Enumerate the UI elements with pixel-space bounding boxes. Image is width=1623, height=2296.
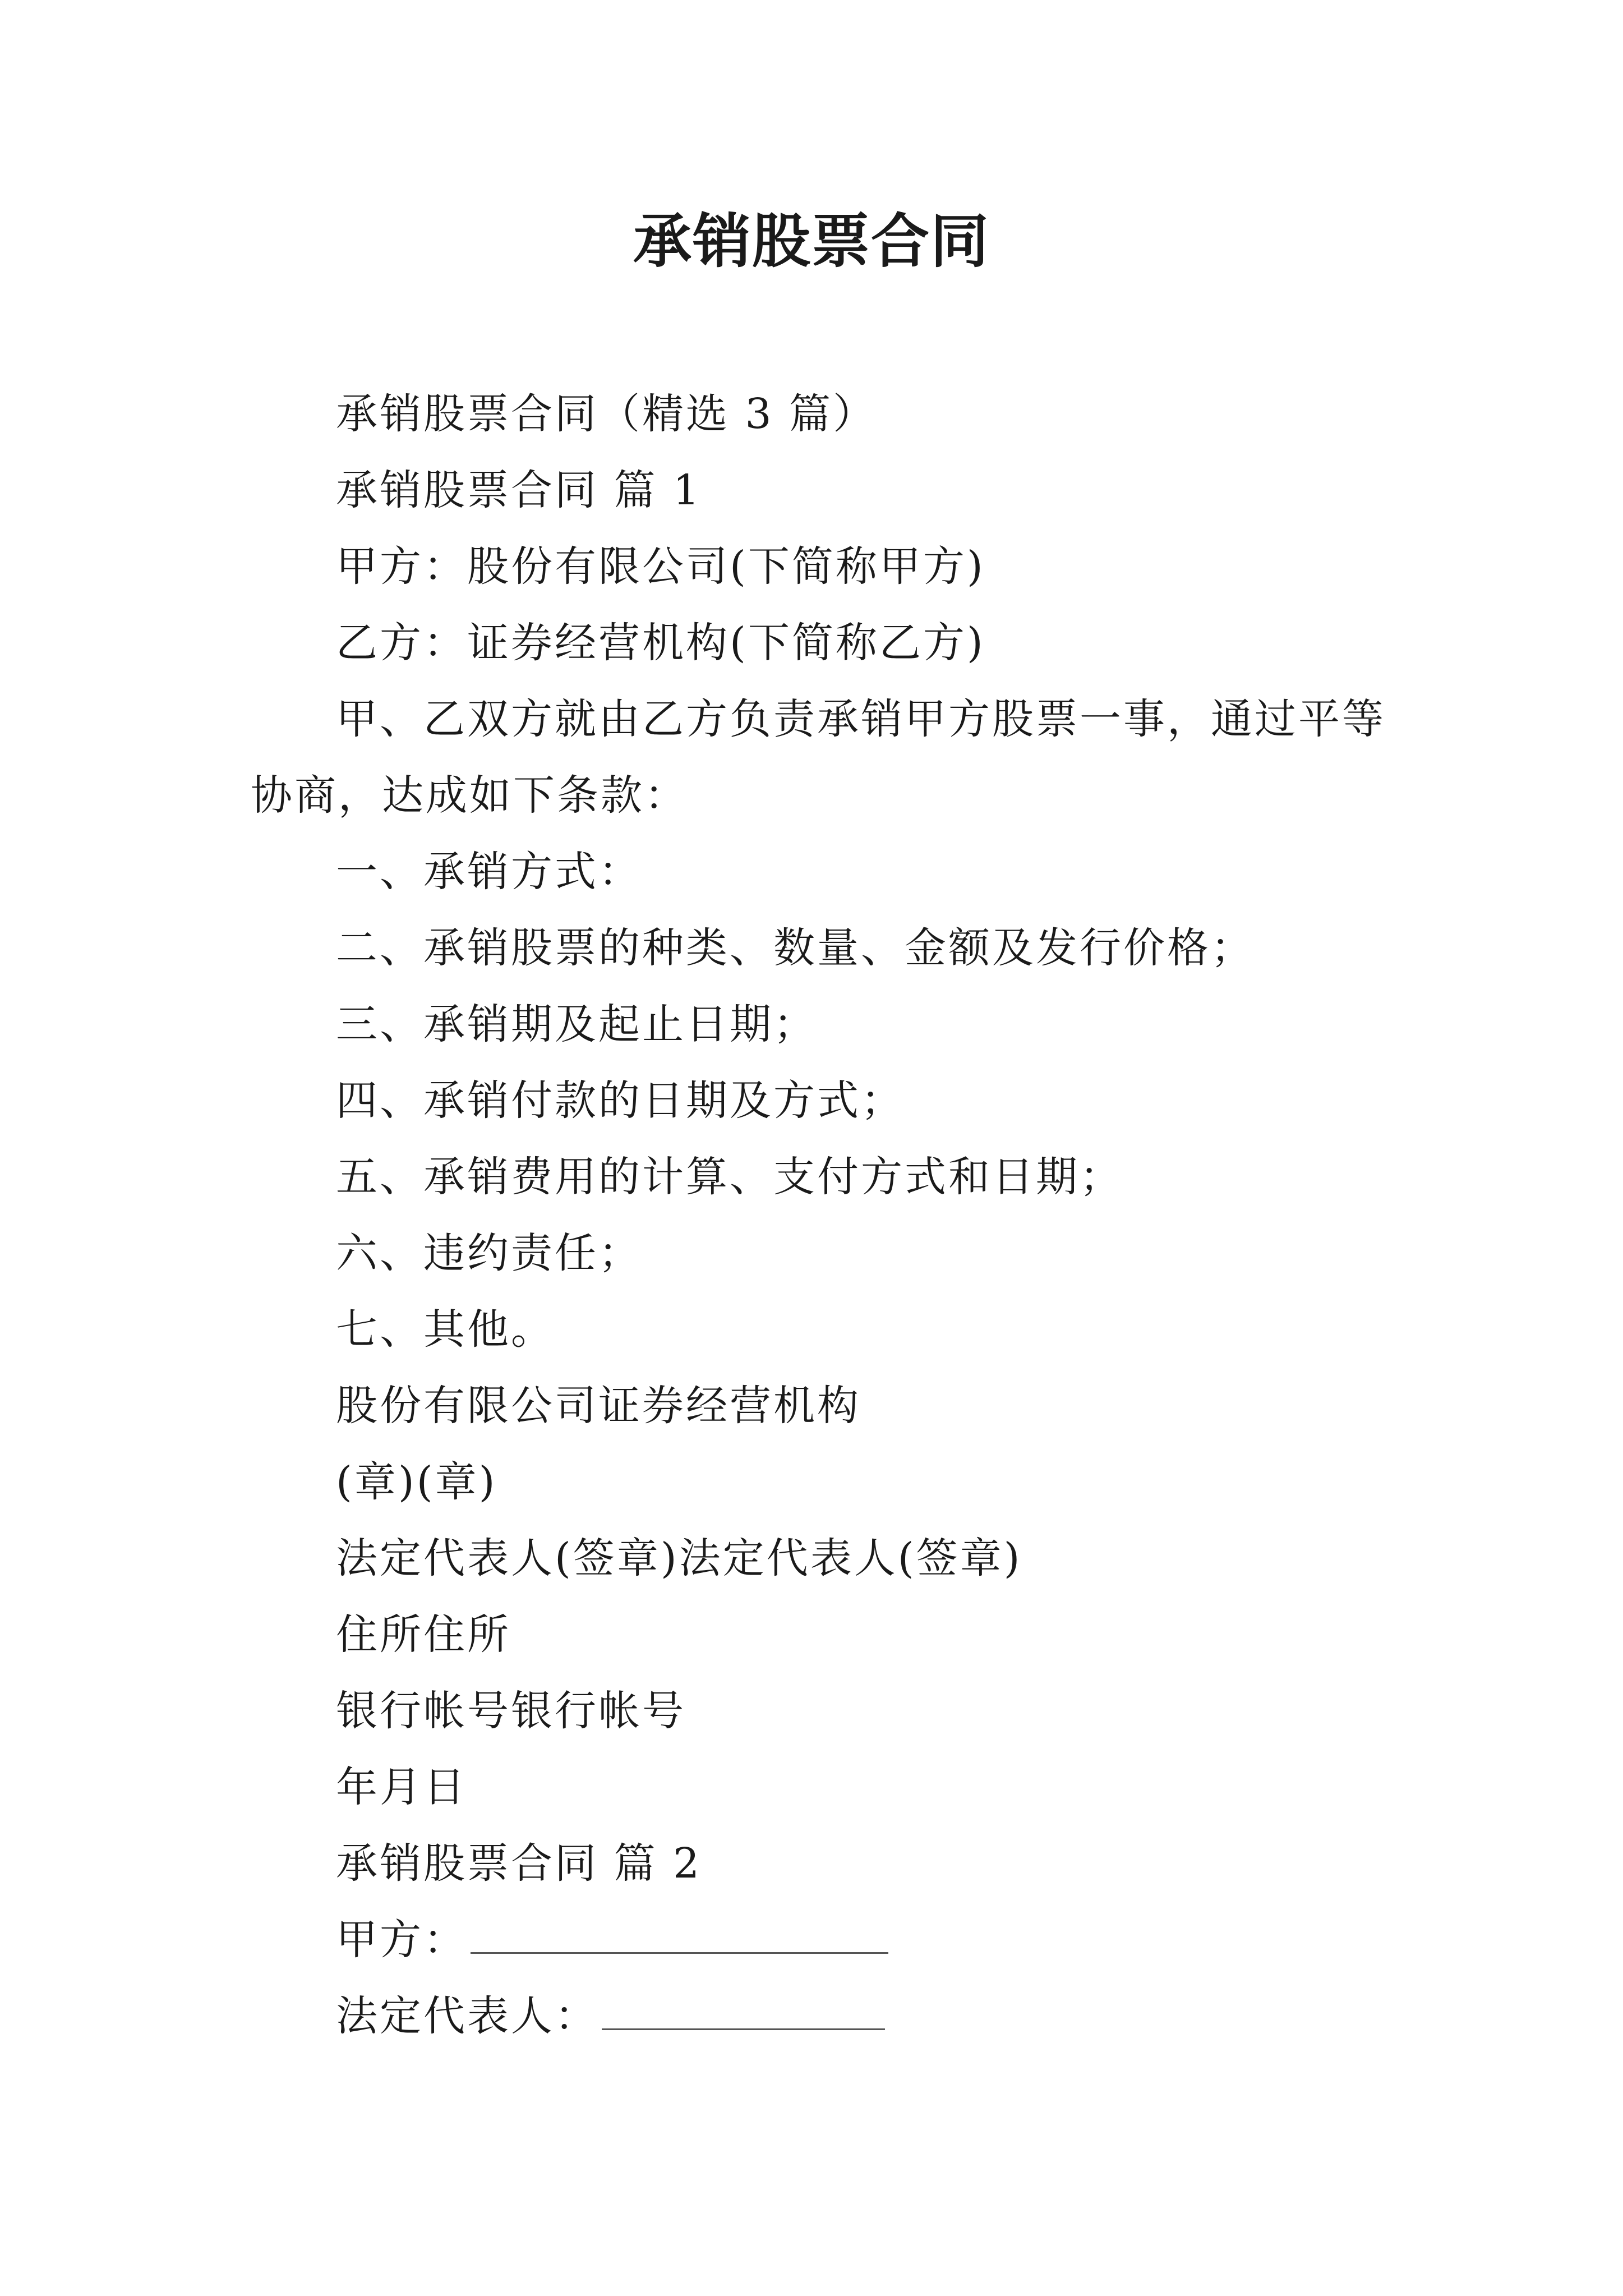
legal-rep-label: 法定代表人： — [336, 1992, 598, 2040]
document-body — [251, 376, 1398, 2054]
signature-addresses: 住所住所 — [336, 1611, 511, 1659]
clause-2: 二、承销股票的种类、数量、金额及发行价格； — [336, 924, 1255, 972]
party-a-label: 甲方： — [336, 1916, 467, 1964]
clause-5: 五、承销费用的计算、支付方式和日期； — [336, 1153, 1123, 1201]
party-a-blank — [471, 1913, 888, 1954]
clause-1: 一、承销方式： — [336, 848, 642, 896]
party-b-line: 乙方：证券经营机构(下简称乙方) — [336, 619, 985, 667]
clause-3: 三、承销期及起止日期； — [336, 1000, 817, 1048]
section-heading-1: 承销股票合同 篇 1 — [336, 466, 702, 514]
legal-rep-field — [251, 1978, 1398, 2054]
signature-seals: (章)(章) — [336, 1458, 497, 1506]
clause-6: 六、违约责任； — [336, 1229, 642, 1277]
legal-rep-blank — [602, 1989, 885, 2030]
section-heading-2: 承销股票合同 篇 2 — [336, 1839, 702, 1888]
signature-representatives: 法定代表人(签章)法定代表人(签章) — [336, 1534, 1022, 1582]
document-title: 承销股票合同 — [633, 206, 990, 275]
signature-date: 年月日 — [336, 1763, 467, 1811]
party-a-field — [251, 1902, 1398, 1978]
intro-paragraph: 甲、乙双方就由乙方负责承销甲方股票一事，通过平等协商，达成如下条款： — [251, 695, 1386, 820]
clause-7: 七、其他。 — [336, 1305, 555, 1354]
signature-bank-accounts: 银行帐号银行帐号 — [336, 1687, 686, 1735]
signature-parties: 股份有限公司证券经营机构 — [336, 1382, 861, 1430]
doc-subtitle: 承销股票合同（精选 3 篇） — [336, 390, 877, 438]
party-a-line: 甲方：股份有限公司(下简称甲方) — [336, 542, 985, 591]
clause-4: 四、承销付款的日期及方式； — [336, 1076, 905, 1125]
